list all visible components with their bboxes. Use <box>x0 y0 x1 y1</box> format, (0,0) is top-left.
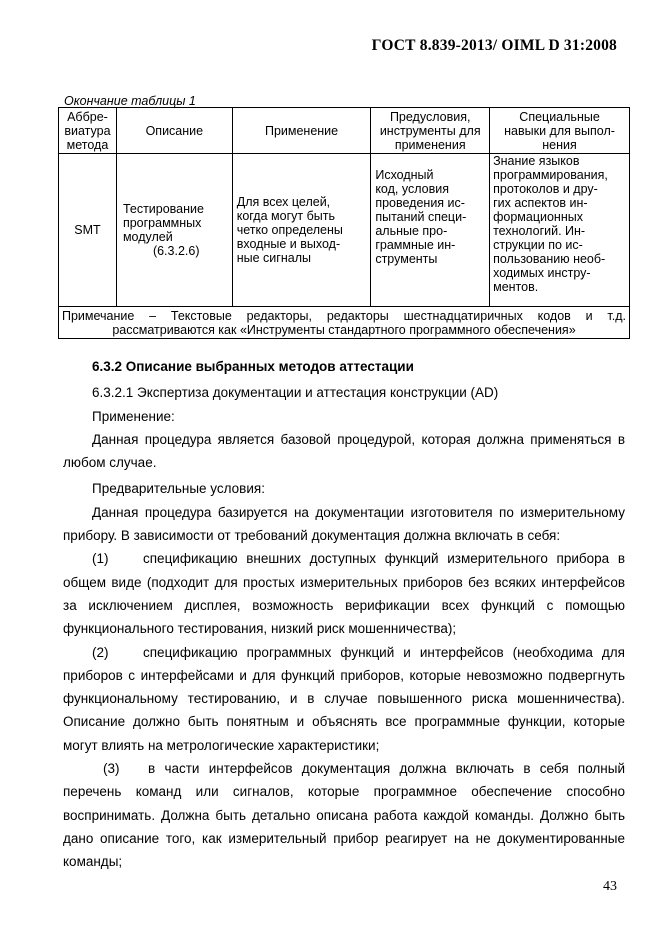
list-item-number: (1) <box>92 551 109 567</box>
list-item-number: (3) <box>103 761 120 777</box>
column-header-preconditions: Предусловия, инструменты для применения <box>371 108 490 154</box>
column-header-description: Описание <box>116 108 232 154</box>
table-note: Примечание – Текстовые редакторы, редакторы шестнадцатиричных кодов и т.д. рассматриваются как «Инструменты стандартного программного обеспечения» <box>59 307 630 339</box>
cell-skills: Знание языков программирования, протоколов и дру- гих аспектов ин- формационных технологий. Ин- струкции по ис- пользованию необ- ходимых инстру- ментов. <box>490 154 630 307</box>
column-header-abbr: Аббре- виатура метода <box>59 108 117 154</box>
table-row <box>59 154 630 307</box>
list-item <box>63 641 625 757</box>
cell-abbr: SMT <box>59 154 117 307</box>
list-item-text: спецификацию внешних доступных функций измерительного прибора в общем виде (подходит для простых измерительных приборов без всяких интерфейсов за исключением дисплея, возможность верификации всех функций с помощью функционального тестирования, низкий риск мошенничества); <box>63 551 625 637</box>
methods-table <box>58 107 630 339</box>
list-item <box>63 757 625 873</box>
preconditions-label: Предварительные условия: <box>92 481 265 497</box>
list-item-number: (2) <box>92 644 109 660</box>
cell-description-text: Тестирование программных модулей <box>122 202 204 244</box>
column-header-skills: Специальные навыки для выпол- нения <box>490 108 630 154</box>
cell-preconditions: Исходный код, условия проведения ис- пытаний специ- альные про- граммные ин- струменты <box>371 154 490 307</box>
list-item-text: спецификацию программных функций и интерфейсов (необходима для приборов с интерфейсами и для функций приборов, которые невозможно подвергнуть функциональному тестированию, и в случае повышенного риска мошенничества). Описание должно быть понятным и объяснять все программные функции, которые могут влиять на метрологические характеристики; <box>63 644 625 753</box>
table-caption: Окончание таблицы 1 <box>64 94 196 108</box>
document-header: ГОСТ 8.839-2013/ OIML D 31:2008 <box>371 37 617 54</box>
section-heading: 6.3.2 Описание выбранных методов аттестации <box>92 359 414 374</box>
list-item <box>63 547 625 640</box>
application-label: Применение: <box>92 408 175 424</box>
preconditions-text: Данная процедура базируется на документации изготовителя по измерительному прибору. В зависимости от требований документация должна включать в себя: <box>63 504 625 544</box>
cell-description <box>116 154 232 307</box>
cell-description-ref: (6.3.2.6) <box>152 244 200 258</box>
table-header-row <box>59 108 630 154</box>
cell-application: Для всех целей, когда могут быть четко определены входные и выход- ные сигналы <box>232 154 371 307</box>
list-item-text: в части интерфейсов документация должна включать в себя полный перечень команд или сигналов, которые программное обеспечение способно воспринимать. Должна быть детально описана работа каждой команды. Должно быть дано описание того, как измерительный прибор реагирует на не документированные команды; <box>63 761 625 870</box>
section-body <box>63 355 625 874</box>
application-text: Данная процедура является базовой процедурой, которая должна применяться в любом случае. <box>63 431 625 471</box>
column-header-application: Применение <box>232 108 371 154</box>
page-number: 43 <box>603 879 617 894</box>
subsection-heading: 6.3.2.1 Экспертиза документации и аттестация конструкции (AD) <box>92 385 499 401</box>
table-note-row <box>59 307 630 339</box>
